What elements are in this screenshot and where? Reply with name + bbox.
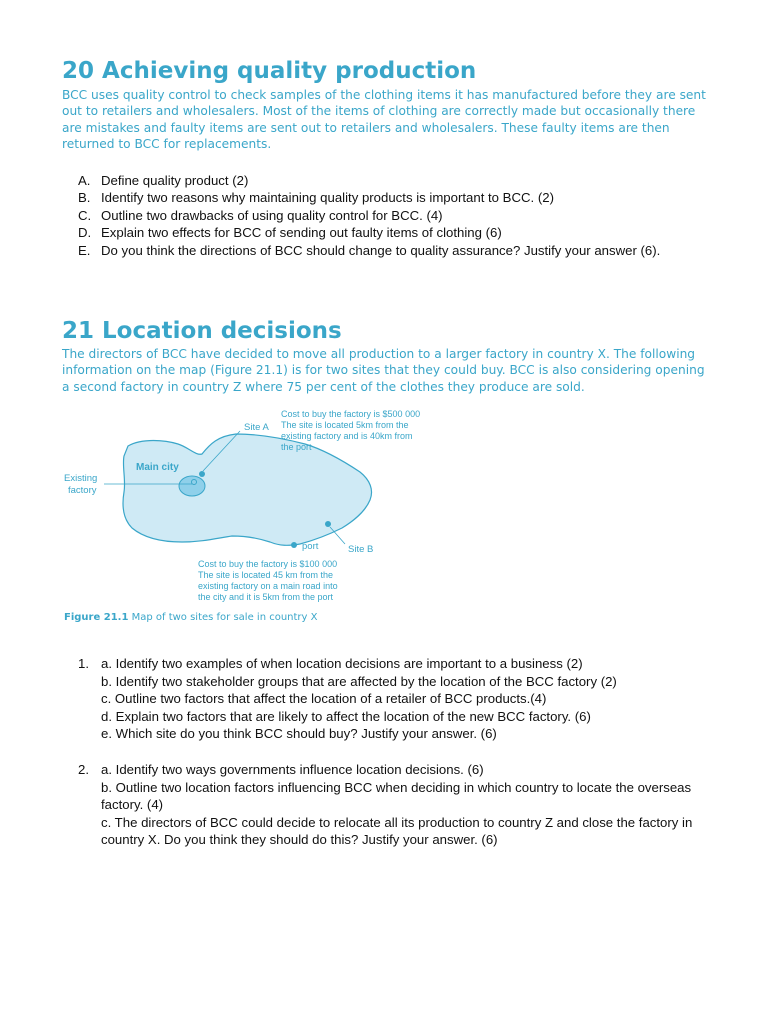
site-a-info-2: The site is located 5km from the (281, 420, 409, 430)
location-question-1 (78, 655, 698, 743)
site-b-info-1: Cost to buy the factory is $100 000 (198, 559, 338, 569)
site-b-label: Site B (348, 544, 374, 555)
question-e: E. Do you think the directions of BCC should change to quality assurance? Justify your answer (6). (78, 242, 661, 258)
section-20-title-text: Achieving quality production (102, 58, 477, 84)
question-1d: d. Explain two factors that are likely to affect the location of the new BCC factory. (6) (101, 708, 591, 724)
section-21-title (62, 318, 342, 344)
question-a: A. Define quality product (2) (78, 173, 249, 188)
question-d: D. Explain two effects for BCC of sending out faulty items of clothing (6) (78, 225, 502, 241)
question-2b: b. Outline two location factors influencing BCC when deciding in which country to locate the overseas factory. (4) (101, 779, 692, 812)
figure-caption-text: Map of two sites for sale in country X (131, 612, 318, 623)
question-number: 2. (78, 762, 89, 777)
site-a-info-1: Cost to buy the factory is $500 000 (281, 409, 421, 419)
site-a-info-3: existing factory and is 40km from (281, 431, 413, 441)
section-21-intro: The directors of BCC have decided to move all production to a larger factory in country X. The following information on the map (Figure 21.1) is for two sites that they could buy. BCC is also considering opening a second factory in country Z where 75 per cent of the clothes they produce are sold. (62, 347, 705, 394)
site-a-info-4: the port (281, 442, 312, 452)
question-1a: a. Identify two examples of when location decisions are important to a business (2) (101, 656, 583, 671)
site-b-marker (325, 521, 331, 527)
question-number: 1. (78, 656, 89, 671)
site-a-label: Site A (244, 422, 269, 433)
port-marker (291, 542, 297, 548)
section-21-title-text: Location decisions (102, 318, 342, 344)
section-20-title (62, 58, 476, 84)
country-x-landmass (123, 434, 372, 545)
section-20-intro: BCC uses quality control to check samples of the clothing items it has manufactured before they are sent out to retailers and wholesalers. Most of the items of clothing are correctly made but occasionally there are mistakes and faulty items are sent out to retailers and wholesalers. These faulty items are then returned to BCC for replacements. (62, 88, 706, 152)
location-map-figure (60, 404, 460, 609)
port-label: port (302, 541, 319, 552)
site-a-marker (199, 471, 205, 477)
site-b-info-2: The site is located 45 km from the (198, 570, 334, 580)
figure-caption (64, 612, 317, 623)
question-c: C. Outline two drawbacks of using quality control for BCC. (4) (78, 207, 443, 223)
existing-factory-label-2: factory (68, 485, 97, 496)
question-2a: a. Identify two ways governments influence location decisions. (6) (101, 762, 484, 777)
location-question-2 (78, 761, 698, 849)
site-b-info-3: existing factory on a main road into (198, 581, 338, 591)
section-21-number: 21 (62, 318, 95, 344)
question-2c: c. The directors of BCC could decide to relocate all its production to country Z and close the factory in country X. Do you think they should do this? Justify your answer. (6) (101, 814, 693, 847)
question-1c: c. Outline two factors that affect the location of a retailer of BCC products.(4) (101, 691, 547, 706)
question-1b: b. Identify two stakeholder groups that are affected by the location of the BCC factory (2) (101, 673, 617, 689)
question-b: B. Identify two reasons why maintaining quality products is important to BCC. (2) (78, 190, 554, 206)
section-20-number: 20 (62, 58, 95, 84)
main-city-area (179, 476, 205, 496)
section-20-question-list (78, 172, 728, 259)
existing-factory-label-1: Existing (64, 473, 98, 484)
site-b-info-4: the city and it is 5km from the port (198, 592, 334, 602)
question-1e: e. Which site do you think BCC should buy? Justify your answer. (6) (101, 726, 497, 741)
figure-caption-label: Figure 21.1 (64, 612, 129, 623)
main-city-label: Main city (136, 462, 179, 473)
